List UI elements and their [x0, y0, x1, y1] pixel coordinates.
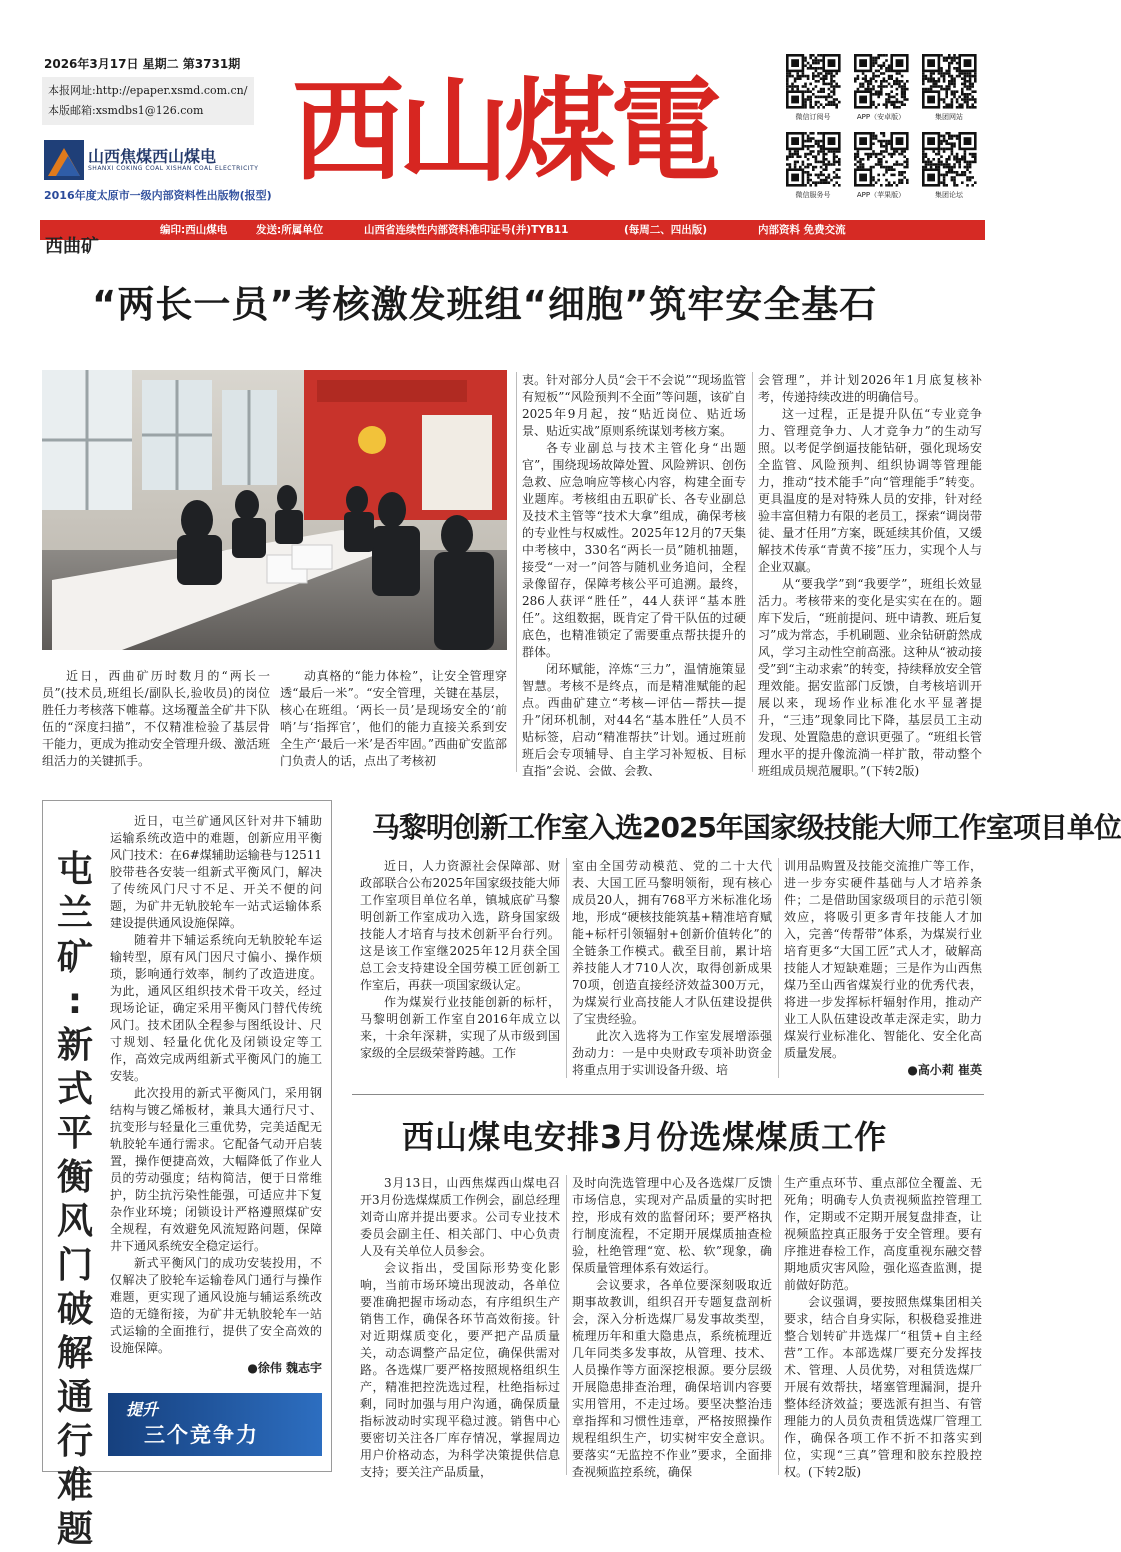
- body-paragraph: 作为煤炭行业技能创新的标杆，马黎明创新工作室自2016年成立以来，十余年深耕，实现了从市级到国家级的全层级荣誉跨越。工作: [360, 995, 560, 1060]
- permit-info: 山西省连续性内部资料准印证号(并)TYB11: [364, 224, 569, 236]
- sidebar-headline-char: :: [67, 981, 83, 1022]
- sidebar-headline-char: 平: [56, 1113, 93, 1154]
- lead-column-2: [280, 668, 507, 778]
- sidebar-headline-char: 行: [56, 1421, 93, 1462]
- third-column-1: [360, 1175, 560, 1477]
- body-paragraph: 近日，人力资源社会保障部、财政部联合公布2025年国家级技能大师工作室项目单位名单，镇城底矿马黎明创新工作室成功入选，跻身国家级技能人才培育与技术创新平台行列。这是该工作室继2025年12月获全国总工会支持建设全国劳模工匠创新工作室后，再获一项国家级认定。: [360, 859, 560, 992]
- qr-code-label: APP（苹果版）: [856, 190, 906, 199]
- sidebar-body: [110, 813, 322, 1383]
- sidebar-headline-char: 难: [56, 1465, 93, 1506]
- lead-kicker: 西曲矿: [45, 236, 99, 257]
- publication-license: 2016年度太原市一级内部资料性出版物(报型): [44, 189, 272, 202]
- sidebar-byline: ●徐伟 魏志宇: [247, 1361, 322, 1375]
- qr-code-item[interactable]: [782, 132, 844, 200]
- body-paragraph: 近日，屯兰矿通风区针对井下辅助运输系统改造中的难题，创新应用平衡风门技术：在6#煤辅助运输巷与12511胶带巷各安装一组新式平衡风门，解决了传统风门尺寸不足、开关不便的问题，为矿井无轨胶轮车一站式运输体系建设提供通风设施保障。: [110, 814, 322, 930]
- body-paragraph: 会议强调，要按照焦煤集团相关要求，结合自身实际，积极稳妥推进整合划转矿井选煤厂“租赁+自主经营”工作。本部选煤厂要充分发挥技术、管理、人员优势，对租赁选煤厂开展有效帮扶，堵塞管理漏洞，提升整体经济效益；要选派有担当、有管理能力的人员负责租赁选煤厂管理工作，确保各项工作不折不扣落实到位，实现“三真”管理和胶东控股控权。(下转2版): [784, 1295, 982, 1479]
- qr-code-icon[interactable]: [922, 54, 977, 109]
- third-column-3: [784, 1175, 982, 1477]
- logo-text-en: SHANXI COKING COAL XISHAN COAL ELECTRICITY: [88, 165, 259, 172]
- qr-code-item[interactable]: [850, 54, 912, 122]
- body-paragraph: 会议指出，受国际形势变化影响，当前市场环境出现波动，各单位要准确把握市场动态，有序组织生产销售工作，确保各环节高效衔接。针对近期煤质变化，要严把产品质量关，动态调整产品定位，确保供需对路。各选煤厂要严格按照规格组织生产，精准把控洗选过程，杜绝指标过剩，同时加强与用户沟通，确保质量指标波动时实现平稳过渡。销售中心要密切关注各厂库存情况，掌握周边用户价格动态，为科学决策提供信息支持；要关注产品质量，: [360, 1261, 560, 1479]
- logo-text-cn: 山西焦煤西山煤电: [88, 147, 217, 166]
- publication-info-bar: [40, 220, 985, 240]
- sidebar-headline-char: 式: [56, 1069, 93, 1110]
- promo-line-1: 提升: [126, 1400, 159, 1419]
- sidebar-headline-char: 兰: [56, 893, 93, 934]
- body-paragraph: 此次入选将为工作室发展增添强劲动力：一是中央财政专项补助资金将重点用于实训设备升级、培: [572, 1029, 772, 1077]
- qr-code-item[interactable]: [918, 54, 980, 122]
- schedule-info: (每周二、四出版): [624, 224, 708, 236]
- sidebar-headline-char: 风: [56, 1201, 93, 1242]
- qr-code-icon[interactable]: [922, 132, 977, 187]
- newspaper-title: 西山煤電: [292, 66, 716, 197]
- body-paragraph: 此次投用的新式平衡风门，采用钢结构与镀乙烯板材，兼具大通行尺寸、抗变形与轻量化三重优势，完美适配无轨胶轮车通行需求。它配备气动开启装置，操作便捷高效，大幅降低了作业人员的劳动强度；结构简洁，便于日常维护，防尘抗污染性能强，可适应井下复杂作业环境；闭锁设计严格遵照煤矿安全规程，有效避免风流短路问题，保障井下通风系统安全稳定运行。: [110, 1086, 322, 1253]
- promo-line-2: 三个竞争力: [144, 1423, 259, 1447]
- contact-box: [42, 77, 254, 125]
- body-paragraph: 动真格的“能力体检”，让安全管理穿透“最后一米”。“安全管理，关键在基层，核心在班组。‘两长一员’是现场安全的‘前哨’与‘指挥官’，他们的能力直接关系到安全生产‘最后一米’是否牢固。”西曲矿安监部门负责人的话，点出了考核初: [280, 669, 507, 768]
- lead-column-1: [42, 668, 270, 778]
- second-column-1: [360, 858, 560, 1080]
- sidebar-headline-char: 衡: [56, 1157, 93, 1198]
- lead-headline[interactable]: “两长一员”考核激发班组“细胞”筑牢安全基石: [92, 283, 878, 326]
- company-logo: [44, 138, 284, 182]
- body-paragraph: 及时向洗选管理中心及各选煤厂反馈市场信息，实现对产品质量的实时把控，形成有效的监督闭环；要严格执行制度流程，不定期开展煤质抽查检验，杜绝管理“宽、松、软”现象，确保质量管理体系有效运行。: [572, 1176, 772, 1275]
- body-paragraph: 各专业副总与技术主管化身“出题官”，围绕现场故障处置、风险辨识、创伤急救、应急响应等核心内容，构建全面专业题库。考核组由五职矿长、各专业副总及技术主管等“技术大拿”组成，确保考核的专业性与权威性。2025年12月的7天集中考核中，330名“两长一员”随机抽题，接受“一对一”问答与随机业务追问，全程录像留存，保障考核公平可追溯。最终，286人获评“胜任”，44人获评“基本胜任”。这组数据，既肯定了骨干队伍的过硬底色，也精准锁定了需要重点帮扶提升的群体。: [522, 441, 746, 659]
- masthead: [0, 0, 1024, 245]
- qr-code-item[interactable]: [850, 132, 912, 200]
- qr-code-icon[interactable]: [786, 132, 841, 187]
- sidebar-headline-char: 新: [56, 1025, 93, 1066]
- body-paragraph: 新式平衡风门的成功安装投用，不仅解决了胶轮车运输卷风门通行与操作难题，更实现了通风设施与辅运系统改造的无缝衔接，为矿井无轨胶轮车一站式运输的全面推行，提供了安全高效的设施保障。: [110, 1256, 322, 1355]
- qr-code-icon[interactable]: [854, 132, 909, 187]
- lead-column-3: [522, 372, 746, 802]
- qr-code-label: 集团网站: [935, 112, 963, 121]
- sidebar-headline-char: 题: [56, 1509, 93, 1550]
- sidebar-headline-char: 矿: [56, 937, 93, 978]
- body-paragraph: 闭环赋能，淬炼“三力”，温情施策显智慧。考核不是终点，而是精准赋能的起点。西曲矿建立“考核—评估—帮扶—提升”闭环机制，对44名“基本胜任”人员不贴标签，启动“精准帮扶”计划。通过班前班后会专项辅导、自主学习补短板、目标直指”会说、会做、会教、: [522, 662, 746, 778]
- sidebar-headline-char: 门: [56, 1245, 93, 1286]
- website-line[interactable]: 本报网址:http://epaper.xsmd.com.cn/: [48, 84, 248, 97]
- sidebar-headline-char: 解: [56, 1333, 93, 1374]
- meeting-room-photo: [42, 370, 507, 650]
- qr-code-item[interactable]: [782, 54, 844, 122]
- qr-code-item[interactable]: [918, 132, 980, 200]
- sidebar-headline-char: 屯: [56, 849, 93, 890]
- body-paragraph: 衷。针对部分人员“会干不会说”“现场监管有短板”“风险预判不全面”等问题，该矿自2025年9月起，按“贴近岗位、贴近场景、贴近实战”原则系统谋划考核方案。: [522, 373, 746, 438]
- second-byline: ●高小莉 崔英: [907, 1063, 982, 1077]
- qr-code-label: 集团论坛: [935, 190, 963, 199]
- company-logo-icon: [44, 140, 84, 180]
- second-headline[interactable]: 马黎明创新工作室入选2025年国家级技能大师工作室项目单位: [372, 811, 1121, 844]
- body-paragraph: 近日，西曲矿历时数月的“两长一员”(技术员,班组长/副队长,验收员)的岗位胜任力考核落下帷幕。这场覆盖全矿井下队伍的“深度扫描”，不仅精准检验了基层骨干能力，更成为推动安全管理升级、激活班组活力的关键抓手。: [42, 669, 271, 768]
- qr-code-icon[interactable]: [786, 54, 841, 109]
- third-column-2: [572, 1175, 772, 1477]
- email-line[interactable]: 本版邮箱:xsmdbs1@126.com: [48, 104, 204, 117]
- sidebar-headline-char: 通: [56, 1377, 93, 1418]
- body-paragraph: 生产重点环节、重点部位全覆盖、无死角；明确专人负责视频监控管理工作，定期或不定期开展复盘排查，让视频监控真正服务于安全管理。要有序推进春检工作，高度重视东融交替期地质灾害风险，强化巡查监测，提前做好防范。: [784, 1176, 982, 1292]
- second-column-3: [784, 858, 982, 1058]
- lead-column-4: [758, 372, 982, 802]
- promo-banner[interactable]: [108, 1393, 322, 1456]
- sidebar-headline[interactable]: [50, 848, 100, 1552]
- body-paragraph: 室由全国劳动模范、党的二十大代表、大国工匠马黎明领衔，现有核心成员20人，拥有768平方米标准化场地，形成“硬核技能筑基+精准培育赋能+标杆引领辐射+创新价值转化”的全链条工作模式。截至目前，累计培养技能人才710人次，取得创新成果70项，创造直接经济效益300万元，为煤炭行业高技能人才队伍建设提供了宝贵经验。: [572, 859, 772, 1026]
- body-paragraph: 3月13日，山西焦煤西山煤电召开3月份选煤煤质工作例会，副总经理刘奇山席并提出要求。公司专业技术委员会副主任、相关部门、中心负责人及有关单位人员参会。: [360, 1176, 560, 1258]
- lead-photo: [42, 370, 507, 650]
- second-column-2: [572, 858, 772, 1080]
- body-paragraph: 从“要我学”到“我要学”，班组长效显活力。考核带来的变化是实实在在的。题库下发后，“班前提问、班中请教、班后复习”成为常态，手机刷题、业余钻研蔚然成风，学习主动性空前高涨。这种从“被动接受”到“主动求索”的转变，持续释放安全管理效能。据安监部门反馈，自考核培训开展以来，现场作业标准化水平显著提升，“三违”现象同比下降，基层员工主动发现、处置隐患的意识更强了。“班组长管理水平的提升像流淌一样扩散，带动整个班组成员规范履职。”(下转2版): [758, 577, 982, 778]
- body-paragraph: 随着井下辅运系统向无轨胶轮车运输转型，原有风门因尺寸偏小、操作烦琐，影响通行效率，制约了改造进度。为此，通风区组织技术骨干攻关，经过现场论证，确定采用平衡风门替代传统风门。技术团队全程参与图纸设计、尺寸规划、轻量化优化及闭锁设定等工作，高效完成两组新式平衡风门的施工安装。: [110, 933, 322, 1083]
- distribution-info: 发送:所属单位: [256, 224, 324, 236]
- third-headline[interactable]: 西山煤电安排3月份选煤煤质工作: [402, 1118, 888, 1156]
- sidebar-headline-char: 破: [56, 1289, 93, 1330]
- body-paragraph: 这一过程，正是提升队伍“专业竞争力、管理竞争力、人才竞争力”的生动写照。以考促学倒逼技能钻研，强化现场安全监管、风险预判、组织协调等管理能力，推动“技术能手”向“管理能手”转变。更具温度的是对特殊人员的安排，针对经验丰富但精力有限的老员工，探索“调岗带徒、量才任用”方案，既延续其价值，又缓解技术传承“青黄不接”压力，实现个人与企业双赢。: [758, 407, 982, 574]
- body-paragraph: 会议要求，各单位要深刻吸取近期事故教训，组织召开专题复盘剖析会，深入分析选煤厂易发事故类型，梳理历年和重大隐患点，系统梳理近几年同类多发事故，从管理、技术、人员操作等方面深挖根源。要分层级开展隐患排查治理，确保培训内容要实用管用，不走过场。要坚决整治违章指挥和习惯性违章，严格按照操作规程组织生产，切实树牢安全意识。要落实“无监控不作业”要求，全面排查视频监控系统，确保: [572, 1278, 772, 1479]
- qr-code-icon[interactable]: [854, 54, 909, 109]
- body-paragraph: 会管理”，并计划2026年1月底复核补考，传递持续改进的明确信号。: [758, 373, 982, 404]
- qr-code-grid: [782, 54, 982, 224]
- qr-code-label: 微信服务号: [795, 190, 831, 199]
- editor-info: 编印:西山煤电: [160, 224, 228, 236]
- qr-code-label: 微信订阅号: [795, 112, 831, 121]
- qr-code-label: APP（安卓版）: [856, 112, 906, 121]
- internal-note: 内部资料 免费交流: [758, 224, 846, 236]
- body-paragraph: 训用品购置及技能交流推广等工作，进一步夯实硬件基础与人才培养条件；二是借助国家级项目的示范引领效应，将吸引更多青年技能人才加入，完善“传帮带”体系，为煤炭行业培育更多“大国工匠”式人才，破解高技能人才短缺难题；三是作为山西焦煤乃至山西省煤炭行业的优秀代表，将进一步发挥标杆辐射作用，推动产业工人队伍建设改革走深走实，助力煤炭行业标准化、智能化、安全化高质量发展。: [784, 859, 982, 1060]
- issue-date: 2026年3月17日 星期二 第3731期: [44, 57, 241, 71]
